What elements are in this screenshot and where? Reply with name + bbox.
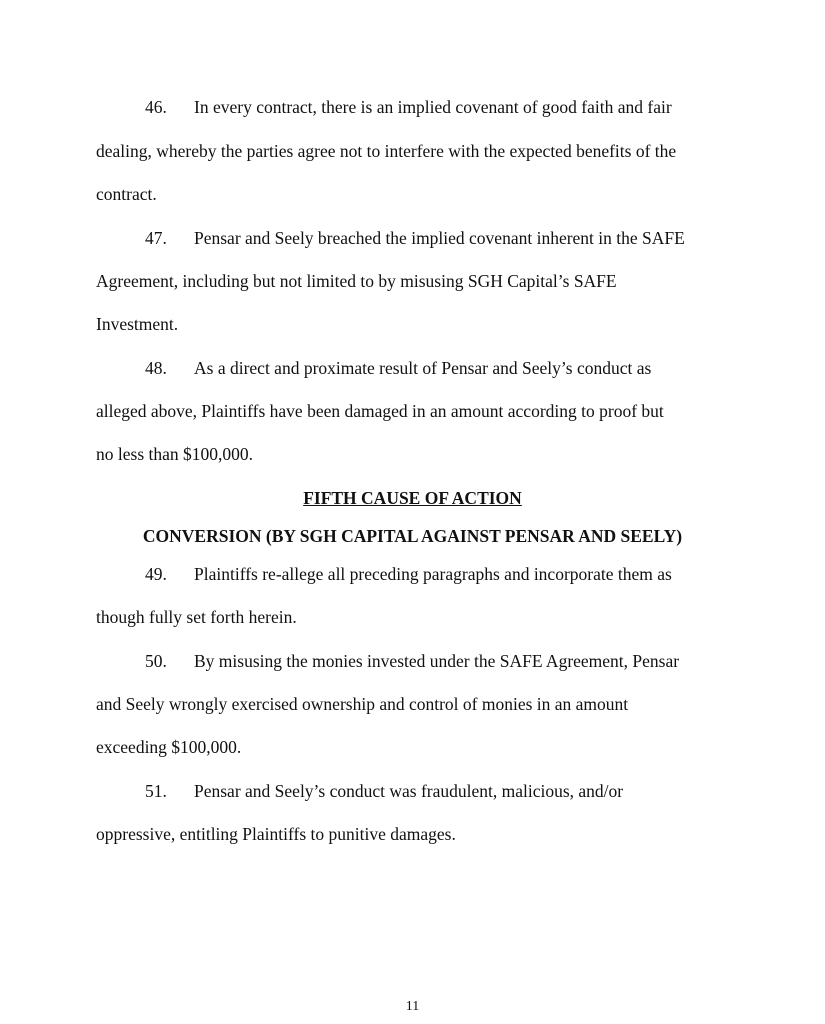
section-subtitle: CONVERSION (BY SGH CAPITAL AGAINST PENSAR AND SEELY) [142,526,683,546]
paragraph-47-line-2: Agreement, including but not limited to by misusing SGH Capital’s SAFE [96,271,617,291]
section-title-text: FIFTH CAUSE OF ACTION [303,488,522,508]
paragraph-number: 49. [145,564,167,584]
paragraph-48-line-3: no less than $100,000. [96,444,254,464]
paragraph-49-line-1 [145,563,672,585]
paragraph-48-line-1 [145,357,651,379]
paragraph-50-line-1 [145,650,679,672]
section-title [0,487,825,509]
paragraph-51-line-2: oppressive, entitling Plaintiffs to punitive damages. [96,824,456,844]
paragraph-text: By misusing the monies invested under the SAFE Agreement, Pensar [194,651,680,671]
paragraph-text: In every contract, there is an implied covenant of good faith and fair [194,97,672,117]
paragraph-number: 48. [145,358,167,378]
paragraph-number: 47. [145,228,167,248]
paragraph-47-line-1 [145,227,685,249]
page-number: 11 [405,999,420,1014]
paragraph-46-line-2: dealing, whereby the parties agree not to interfere with the expected benefits of the [96,141,677,161]
paragraph-50-line-3: exceeding $100,000. [96,737,242,757]
paragraph-50-line-2: and Seely wrongly exercised ownership and control of monies in an amount [96,694,629,714]
paragraph-text: Plaintiffs re-allege all preceding paragraphs and incorporate them as [194,564,672,584]
paragraph-51-line-1 [145,780,623,802]
paragraph-number: 50. [145,651,167,671]
paragraph-number: 46. [145,97,167,117]
paragraph-46-line-3: contract. [96,184,157,204]
paragraph-number: 51. [145,781,167,801]
paragraph-49-line-2: though fully set forth herein. [96,607,297,627]
paragraph-48-line-2: alleged above, Plaintiffs have been damaged in an amount according to proof but [96,401,664,421]
paragraph-text: As a direct and proximate result of Pensar and Seely’s conduct as [194,358,652,378]
paragraph-text: Pensar and Seely breached the implied covenant inherent in the SAFE [194,228,685,248]
paragraph-46-line-1 [145,96,672,118]
paragraph-text: Pensar and Seely’s conduct was fraudulent, malicious, and/or [194,781,624,801]
paragraph-47-line-3: Investment. [96,314,179,334]
